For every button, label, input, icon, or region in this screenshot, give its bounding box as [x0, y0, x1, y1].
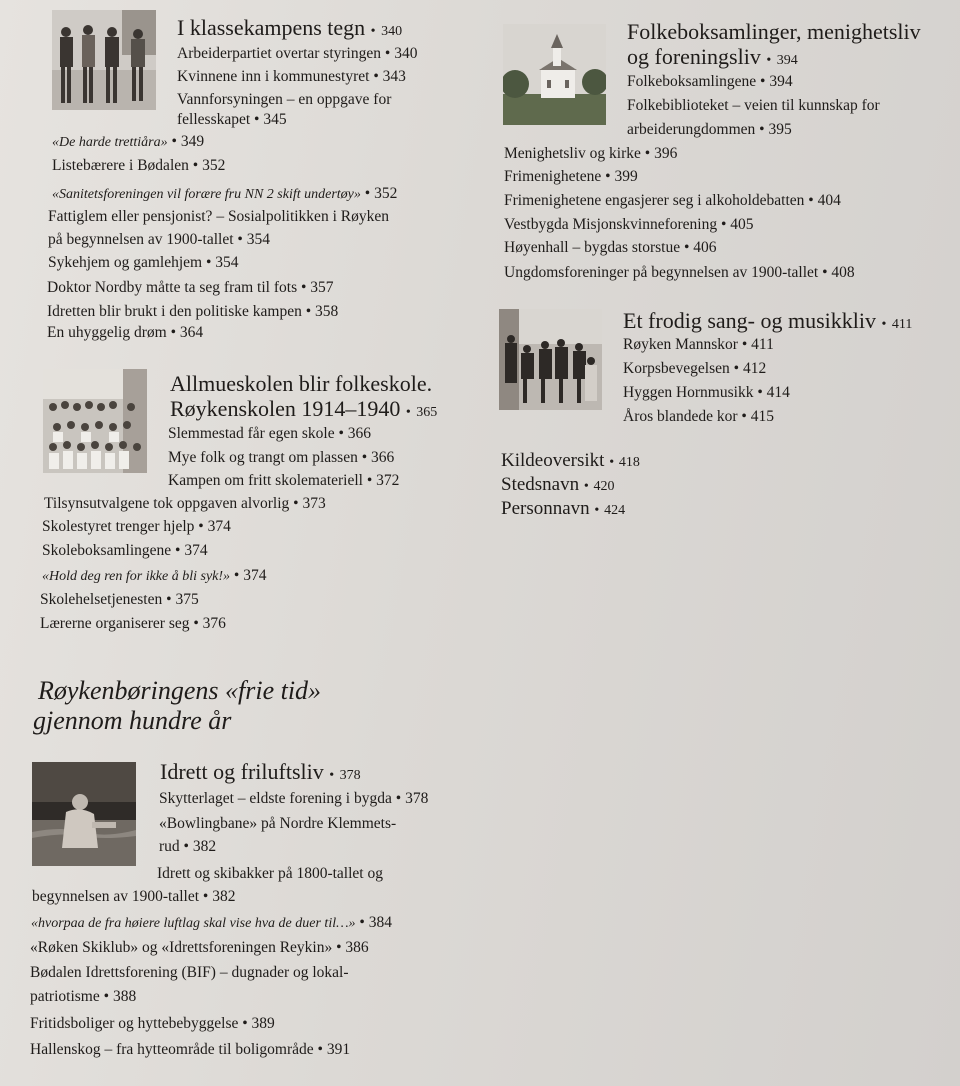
toc-entry: «Bowlingbane» på Nordre Klemmets-: [159, 815, 397, 832]
toc-entry: Fritidsboliger og hyttebebyggelse • 389: [30, 1015, 275, 1032]
toc-entry: «hvorpaa de fra høiere luftlag skal vise hva de duer til…» • 384: [31, 914, 392, 931]
section-title-line2: gjennom hundre år: [33, 706, 232, 735]
toc-entry: Fattiglem eller pensjonist? – Sosialpolitikken i Røyken: [48, 208, 389, 225]
school-children-photo: [43, 369, 147, 473]
toc-appendix-entry: Kildeoversikt • 418: [501, 450, 640, 471]
toc-entry: Sykehjem og gamlehjem • 354: [48, 254, 239, 271]
toc-entry: En uhyggelig drøm • 364: [47, 324, 204, 341]
heading-klassekamp: I klassekampens tegn • 340: [177, 15, 403, 40]
toc-entry: Skolehelsetjenesten • 375: [40, 591, 199, 608]
toc-entry: Korpsbevegelsen • 412: [623, 360, 767, 377]
swimmer-photo: [32, 762, 136, 866]
toc-appendix-entry: Personnavn • 424: [501, 498, 626, 519]
heading-sang: Et frodig sang- og musikkliv • 411: [623, 308, 913, 333]
heading-idrett: Idrett og friluftsliv • 378: [160, 759, 361, 784]
toc-entry: Vannforsyningen – en oppgave for: [177, 91, 392, 108]
toc-entry: Mye folk og trangt om plassen • 366: [168, 449, 395, 466]
toc-entry: Hyggen Hornmusikk • 414: [623, 384, 790, 401]
toc-appendix-entry: Stedsnavn • 420: [501, 474, 615, 495]
toc-entry: arbeiderungdommen • 395: [627, 121, 792, 138]
toc-entry: Idretten blir brukt i den politiske kampen • 358: [47, 303, 339, 320]
toc-entry: Åros blandede kor • 415: [623, 408, 774, 425]
toc-entry: begynnelsen av 1900-tallet • 382: [32, 888, 236, 905]
toc-entry: «Røken Skiklub» og «Idrettsforeningen Reykin» • 386: [30, 939, 369, 956]
men-standing-photo: [52, 10, 156, 110]
toc-entry: på begynnelsen av 1900-tallet • 354: [48, 231, 270, 248]
toc-entry: Skolestyret trenger hjelp • 374: [42, 518, 231, 535]
toc-entry: Idrett og skibakker på 1800-tallet og: [157, 865, 383, 882]
toc-entry: rud • 382: [159, 838, 217, 855]
toc-entry: Vestbygda Misjonskvinneforening • 405: [504, 216, 754, 233]
toc-entry: Skytterlaget – eldste forening i bygda • 378: [159, 790, 429, 807]
church-photo: [503, 24, 606, 125]
heading-skole-line1: Allmueskolen blir folkeskole.: [170, 371, 433, 396]
toc-entry: Lærerne organiserer seg • 376: [40, 615, 226, 632]
toc-entry: Ungdomsforeninger på begynnelsen av 1900-tallet • 408: [504, 264, 855, 281]
heading-skole-line2: Røykenskolen 1914–1940 • 365: [170, 396, 438, 421]
toc-entry: Doktor Nordby måtte ta seg fram til fots • 357: [47, 279, 334, 296]
toc-entry: Frimenighetene • 399: [504, 168, 638, 185]
section-title-line1: Røykenbøringens «frie tid»: [38, 676, 322, 705]
heading-folkebok-line1: Folkeboksamlinger, menighetsliv: [627, 19, 921, 44]
toc-entry: patriotisme • 388: [30, 988, 137, 1005]
toc-entry: Menighetsliv og kirke • 396: [504, 145, 678, 162]
toc-entry: Frimenighetene engasjerer seg i alkoholdebatten • 404: [504, 192, 841, 209]
toc-entry: «Sanitetsforeningen vil forære fru NN 2 skift undertøy» • 352: [52, 185, 398, 202]
toc-entry: Listebærere i Bødalen • 352: [52, 157, 226, 174]
toc-entry: Arbeiderpartiet overtar styringen • 340: [177, 45, 418, 62]
toc-entry: Kampen om fritt skolemateriell • 372: [168, 472, 400, 489]
toc-entry: Bødalen Idrettsforening (BIF) – dugnader og lokal-: [30, 964, 349, 981]
toc-entry: Folkeboksamlingene • 394: [627, 73, 793, 90]
toc-entry: Tilsynsutvalgene tok oppgaven alvorlig • 373: [44, 495, 326, 512]
heading-folkebok-line2: og foreningsliv • 394: [627, 44, 798, 69]
toc-entry: Røyken Mannskor • 411: [623, 336, 774, 353]
toc-entry: Høyenhall – bygdas storstue • 406: [504, 239, 717, 256]
toc-entry: Hallenskog – fra hytteområde til boligområde • 391: [30, 1041, 351, 1058]
toc-entry: Skoleboksamlingene • 374: [42, 542, 208, 559]
toc-entry: Slemmestad får egen skole • 366: [168, 425, 372, 442]
toc-entry: Folkebiblioteket – veien til kunnskap for: [627, 97, 880, 114]
toc-entry: «Hold deg ren for ikke å bli syk!» • 374: [42, 567, 267, 584]
toc-entry: «De harde trettiåra» • 349: [52, 133, 205, 150]
toc-entry: fellesskapet • 345: [177, 111, 287, 128]
choir-group-photo: [499, 309, 602, 410]
toc-entry: Kvinnene inn i kommunestyret • 343: [177, 68, 406, 85]
